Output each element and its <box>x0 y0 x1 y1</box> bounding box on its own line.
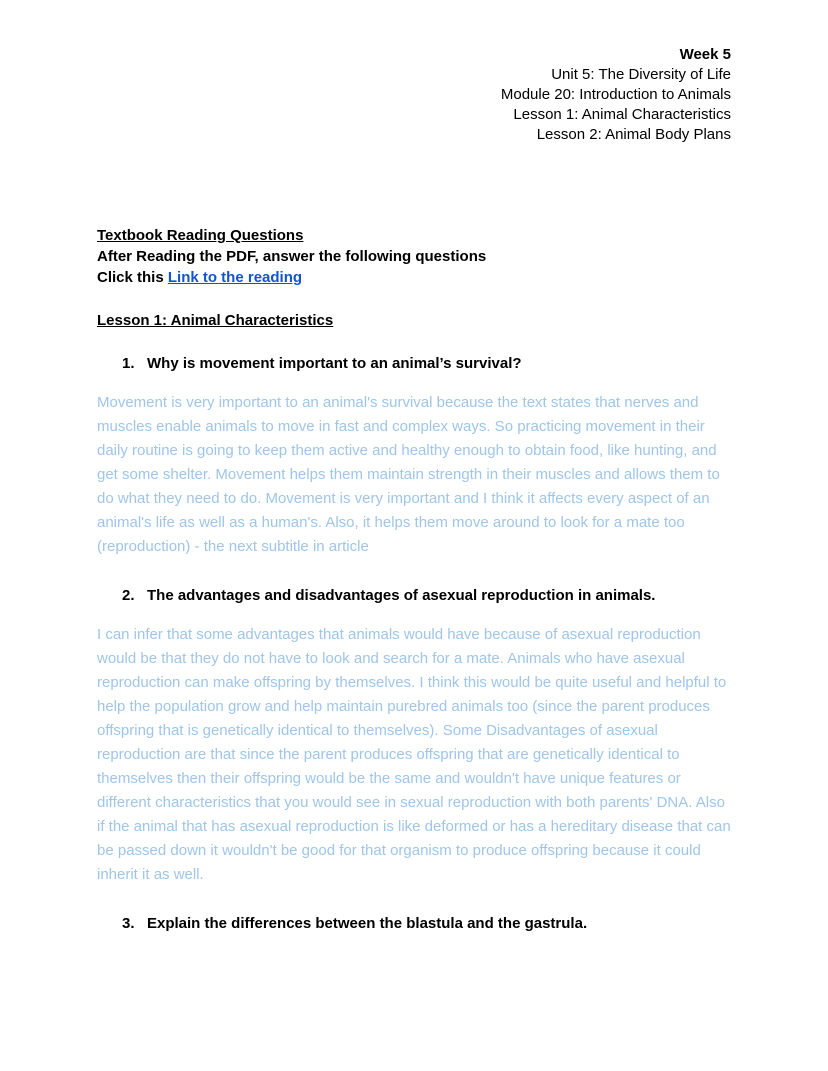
question-3-number: 3. <box>122 915 135 932</box>
section-heading: Lesson 1: Animal Characteristics <box>97 312 334 329</box>
question-3-prompt: Explain the differences between the blastula and the gastrula. <box>147 915 588 932</box>
question-3 <box>97 913 731 934</box>
question-2 <box>97 585 731 606</box>
question-1-prompt: Why is movement important to an animal’s survival? <box>147 355 522 372</box>
question-1-number: 1. <box>122 355 135 372</box>
document-body <box>97 225 731 934</box>
question-1 <box>97 353 731 374</box>
header-lesson-2: Lesson 2: Animal Body Plans <box>536 126 731 143</box>
header-unit: Unit 5: The Diversity of Life <box>551 66 731 83</box>
intro-link-line <box>97 267 731 288</box>
question-2-prompt: The advantages and disadvantages of asexual reproduction in animals. <box>147 587 656 604</box>
intro-title: Textbook Reading Questions <box>97 227 304 244</box>
header-week: Week 5 <box>679 46 731 63</box>
doc-header <box>0 0 828 145</box>
header-lesson-1: Lesson 1: Animal Characteristics <box>513 106 731 123</box>
header-module: Module 20: Introduction to Animals <box>500 86 731 103</box>
answer-2: I can infer that some advantages that animals would have because of asexual reproduction would be that they do not have to look and search for a mate. Animals who have asexual reproduction can make offspring by themselves. I think this would be quite useful and helpful to help the population grow and help maintain purebred animals too (since the parent produces offspring that is genetically identical to themselves). Some Disadvantages of asexual reproduction are that since the parent produces offspring that are genetically identical to themselves then their offspring would be the same and wouldn't have unique features or different characteristics that you would see in sexual reproduction with both parents' DNA. Also if the animal that has asexual reproduction is like deformed or has a hereditary disease that can be passed down it wouldn't be good for that organism to produce offspring because it could inherit it as well. <box>97 626 731 883</box>
answer-1: Movement is very important to an animal's survival because the text states that nerves and muscles enable animals to move in fast and complex ways. So practicing movement in their daily routine is going to keep them active and healthy enough to obtain food, like hunting, and get some shelter. Movement helps them maintain strength in their muscles and allows them to do what they need to do. Movement is very important and I think it affects every aspect of an animal's life as well as a human's. Also, it helps them move around to look for a mate too (reproduction) - the next subtitle in article <box>97 394 720 555</box>
intro-block <box>97 225 731 288</box>
question-2-number: 2. <box>122 587 135 604</box>
intro-instruction: After Reading the PDF, answer the following questions <box>97 248 487 265</box>
intro-link-prefix: Click this <box>97 269 168 286</box>
reading-link[interactable]: Link to the reading <box>167 269 303 286</box>
